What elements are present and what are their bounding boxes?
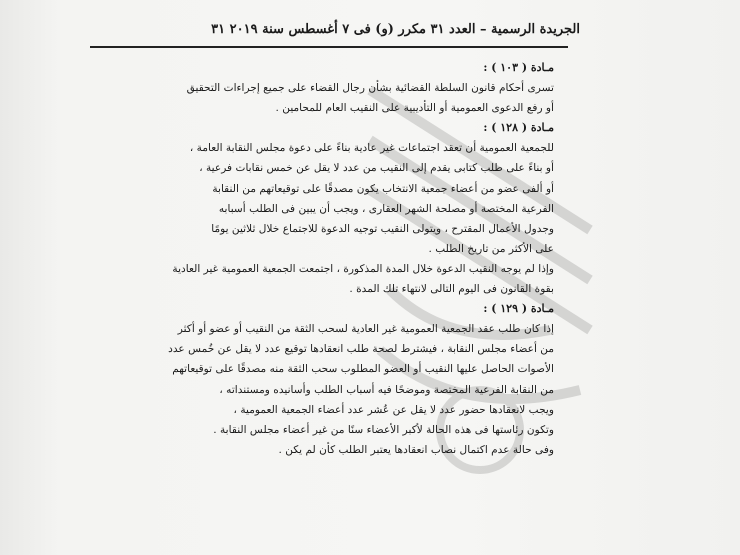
text-line: أو رفع الدعوى العمومية أو التأديبية على النقيب العام للمحامين .: [275, 102, 554, 115]
article-body: [94, 58, 554, 460]
article-heading: مـادة ( ١٢٨ ) :: [483, 121, 554, 135]
text-line: إذا كان طلب عقد الجمعية العمومية غير العادية لسحب الثقة من النقيب أو عضو أو أكثر: [177, 323, 554, 336]
text-line: وإذا لم يوجه النقيب الدعوة خلال المدة المذكورة ، اجتمعت الجمعية العمومية غير العادية: [172, 262, 554, 275]
text-line: الأصوات الحاصل عليها النقيب أو العضو المطلوب سحب الثقة منه مصدقًا على توقيعاتهم: [172, 363, 554, 376]
text-line: من النقابة الفرعية المختصة وموضحًا فيه أسباب الطلب وأسانيده ومستنداته ،: [219, 383, 554, 396]
header-rule: [90, 46, 568, 48]
text-line: أو ألفى عضو من أعضاء جمعية الانتخاب يكون مصدقًا على توقيعاتهم من النقابة: [212, 182, 554, 195]
text-line: تسرى أحكام قانون السلطة القضائية بشأن رجال القضاء على جميع إجراءات التحقيق: [186, 82, 554, 95]
text-line: وجدول الأعمال المقترح ، ويتولى النقيب توجيه الدعوة للاجتماع خلال ثلاثين يومًا: [211, 222, 554, 235]
text-line: للجمعية العمومية أن تعقد اجتماعات غير عادية بناءً على دعوة مجلس النقابة العامة ،: [189, 142, 554, 155]
text-line: أو بناءً على طلب كتابى يقدم إلى النقيب من عدد لا يقل عن خمس نقابات فرعية ،: [199, 162, 554, 175]
article-heading: مـادة ( ١٢٩ ) :: [483, 302, 554, 316]
text-line: الفرعية المختصة أو مصلحة الشهر العقارى ، ويجب أن يبين فى الطلب أسبابه: [218, 202, 554, 215]
text-line: بقوة القانون فى اليوم التالى لانتهاء تلك المدة .: [349, 283, 554, 296]
text-line: وتكون رئاستها فى هذه الحالة لأكبر الأعضاء سنًا من غير أعضاء مجلس النقابة .: [213, 423, 554, 436]
gazette-header: الجريدة الرسمية – العدد ٣١ مكرر (و) فى ٧ أغسطس سنة ٢٠١٩ ٣١: [211, 22, 580, 37]
text-line: على الأكثر من تاريخ الطلب .: [428, 242, 554, 255]
text-line: من أعضاء مجلس النقابة ، فيشترط لصحة طلب انعقادها توقيع عدد لا يقل عن خُمس عدد: [168, 343, 554, 356]
text-line: وفى حالة عدم اكتمال نصاب انعقادها يعتبر الطلب كأن لم يكن .: [278, 443, 554, 456]
text-line: ويجب لانعقادها حضور عدد لا يقل عن عُشر عدد أعضاء الجمعية العمومية ،: [233, 403, 554, 416]
article-heading: مـادة ( ١٠٣ ) :: [483, 61, 554, 74]
